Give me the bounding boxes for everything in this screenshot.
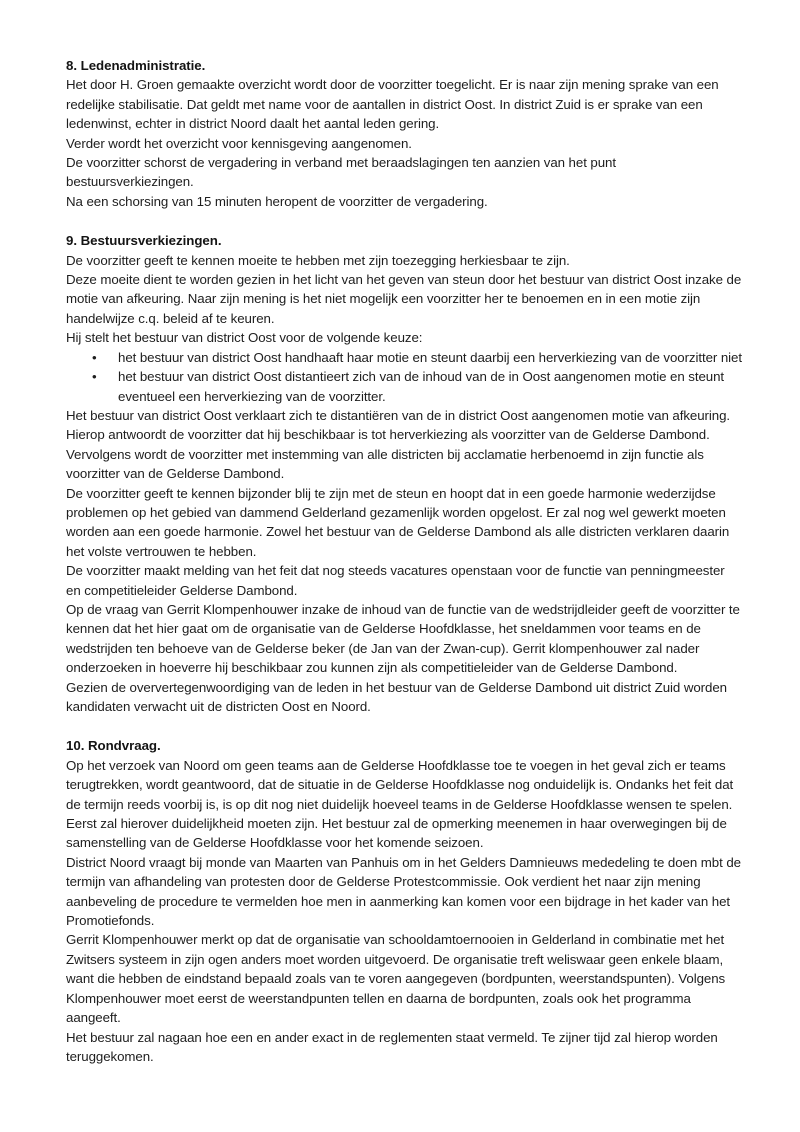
paragraph-10-4: Het bestuur zal nagaan hoe een en ander exact in de reglementen staat vermeld. Te zijner tijd zal hierop worden teruggekomen.	[66, 1029, 718, 1064]
paragraph-9-3: Hij stelt het bestuur van district Oost voor de volgende keuze:	[66, 330, 423, 346]
paragraph-9-6: De voorzitter geeft te kennen bijzonder blij te zijn met de steun en hoopt dat in een goede harmonie wederzijdse problemen op het gebied van dammend Gelderland gezamenlijk worden opgelost. Er zal nog wel gewerkt moeten worden aan een goede harmonie. Zowel het bestuur van de Gelderse Dambond als alle districten verklaren daarin het volste vertrouwen te hebben.	[66, 485, 730, 559]
paragraph-9-9: Gezien de oververtegenwoordiging van de leden in het bestuur van de Gelderse Dambond uit district Zuid worden kandidaten verwacht uit de districten Oost en Noord.	[66, 679, 727, 714]
bullet-icon: •	[92, 349, 97, 365]
list-item-label: het bestuur van district Oost handhaaft haar motie en steunt daarbij een herverkiezing van de voorzitter niet	[118, 349, 742, 365]
section-gap-8-9	[66, 211, 742, 231]
paragraph-9-7: De voorzitter maakt melding van het feit dat nog steeds vacatures openstaan voor de functie van penningmeester en competitieleider Gelderse Dambond.	[66, 563, 725, 598]
section-heading-10: 10. Rondvraag.	[66, 738, 161, 754]
section-rondvraag	[66, 736, 742, 1066]
paragraph-9-2: Deze moeite dient te worden gezien in het licht van het geven van steun door het bestuur van district Oost inzake de motie van afkeuring. Naar zijn mening is het niet mogelijk een voorzitter her te benoemen en in een motie zijn handelwijze c.q. beleid af te keuren.	[66, 272, 742, 326]
paragraph-9-8: Op de vraag van Gerrit Klompenhouwer inzake de inhoud van de functie van de wedstrijdleider geeft de voorzitter te kennen dat het hier gaat om de organisatie van de Gelderse Hoofdklasse, het sneldammen voor teams en de wedstrijden ten behoeve van de Gelderse beker (de Jan van der Zwan-cup). Gerrit klompenhouwer zal nader onderzoeken in hoeverre hij beschikbaar zou kunnen zijn als competitieleider van de Gelderse Dambond.	[66, 601, 740, 676]
paragraph-10-1: Op het verzoek van Noord om geen teams aan de Gelderse Hoofdklasse toe te voegen in het geval zich er teams terugtrekken, wordt geantwoord, dat de situatie in de Gelderse Hoofdklasse nog onduidelijk is. Ondanks het feit dat de termijn reeds voorbij is, is op dit nog niet duidelijk hoeveel teams in de Gelderse Hoofdklasse wensen te spelen. Eerst zal hierover duidelijkheid moeten zijn. Het bestuur zal de opmerking meenemen in haar overwegingen bij de samenstelling van de Gelderse Hoofdklasse voor het komende seizoen.	[66, 757, 734, 851]
paragraph-8-4: Na een schorsing van 15 minuten heropent de voorzitter de vergadering.	[66, 193, 488, 209]
section-heading-9: 9. Bestuursverkiezingen.	[66, 233, 222, 249]
paragraph-8-1: Het door H. Groen gemaakte overzicht wordt door de voorzitter toegelicht. Er is naar zijn mening sprake van een redelijke stabilisatie. Dat geldt met name voor de aantallen in district Oost. In district Zuid is er sprake van een ledenwinst, echter in district Noord daalt het aantal leden gering.	[66, 77, 719, 132]
section-heading-8: 8. Ledenadministratie.	[66, 58, 206, 73]
list-item	[66, 348, 742, 367]
paragraph-10-3: Gerrit Klompenhouwer merkt op dat de organisatie van schooldamtoernooien in Gelderland in combinatie met het Zwitsers systeem in zijn ogen anders moet worden uitgevoerd. De organisatie treft weliswaar geen enkele blaam, want die hebben de eindstand bepaald zoals van te voren aangegeven (bordpunten, weerstandspunten). Volgens Klompenhouwer moet eerst de weerstandpunten tellen en daarna de bordpunten, zoals ook het programma aangeeft.	[66, 932, 726, 1026]
section-gap-9-10	[66, 716, 742, 736]
paragraph-9-4: Het bestuur van district Oost verklaart zich te distantiëren van de in district Oost aangenomen motie van afkeuring.	[66, 407, 731, 423]
section-bestuursverkiezingen	[66, 231, 742, 716]
keuze-bullet-list	[66, 348, 742, 406]
paragraph-8-3: De voorzitter schorst de vergadering in verband met beraadslagingen ten aanzien van het punt bestuursverkiezingen.	[66, 155, 616, 190]
paragraph-8-2: Verder wordt het overzicht voor kennisgeving aangenomen.	[66, 135, 412, 151]
paragraph-9-1: De voorzitter geeft te kennen moeite te hebben met zijn toezegging herkiesbaar te zijn.	[66, 252, 570, 268]
section-ledenadministratie	[66, 56, 742, 211]
bullet-icon: •	[92, 369, 97, 385]
list-item	[66, 367, 742, 406]
list-item-label: het bestuur van district Oost distantieert zich van de inhoud van de in Oost aangenomen motie en steunt eventueel een herverkiezing van de voorzitter.	[118, 369, 725, 404]
document-body	[66, 56, 742, 1066]
paragraph-10-2: District Noord vraagt bij monde van Maarten van Panhuis om in het Gelders Damnieuws mededeling te doen mbt de termijn van afhandeling van protesten door de Gelderse Protestcommissie. Ook verdient het naar zijn mening aanbeveling de procedure te vermelden hoe men in aanmerking kan komen voor een bijdrage in het kader van het Promotiefonds.	[66, 854, 741, 929]
paragraph-9-5: Hierop antwoordt de voorzitter dat hij beschikbaar is tot herverkiezing als voorzitter van de Gelderse Dambond. Vervolgens wordt de voorzitter met instemming van alle districten bij acclamatie herbenoemd in zijn functie als voorzitter van de Gelderse Dambond.	[66, 427, 710, 482]
